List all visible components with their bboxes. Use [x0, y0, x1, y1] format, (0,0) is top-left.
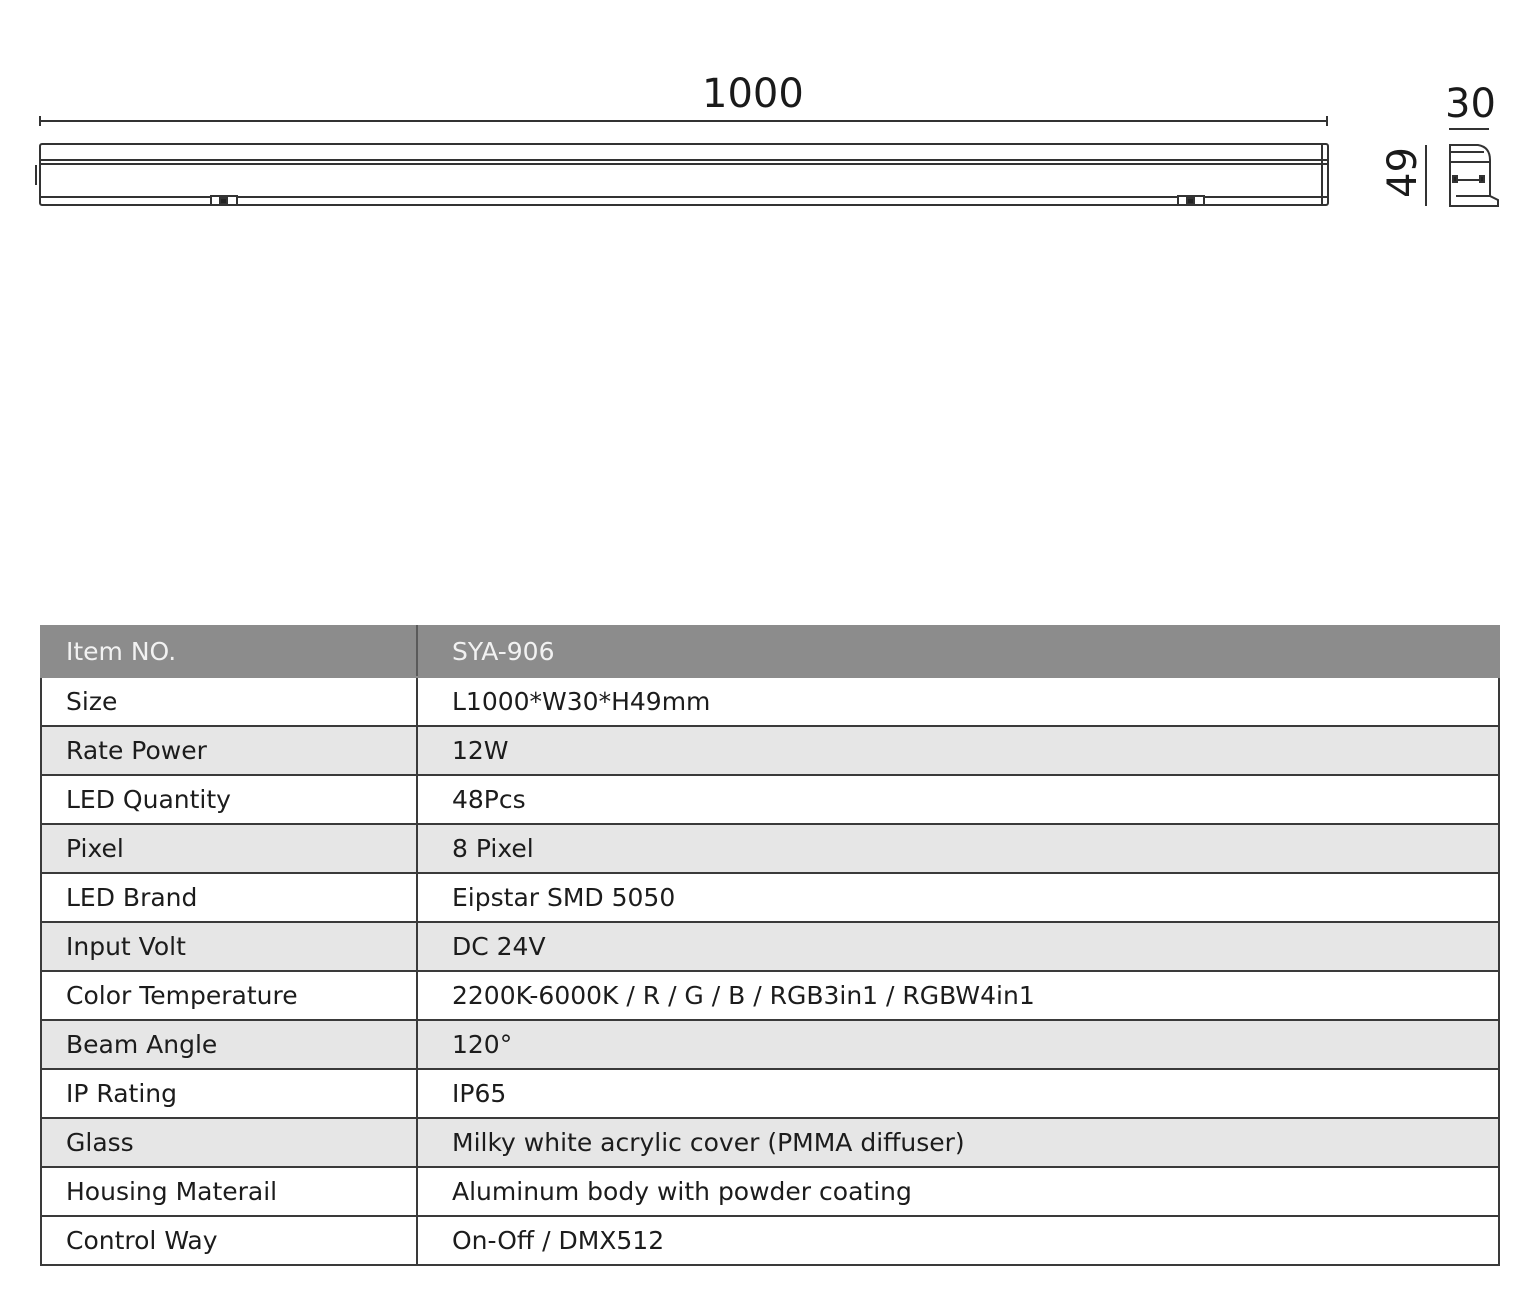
spec-value: Milky white acrylic cover (PMMA diffuser): [417, 1118, 1499, 1167]
length-dimension-label: 1000: [702, 71, 804, 117]
table-row: [41, 971, 1499, 1020]
spec-value: 2200K-6000K / R / G / B / RGB3in1 / RGBW4in1: [417, 971, 1499, 1020]
spec-key: LED Quantity: [41, 775, 417, 824]
spec-value: 48Pcs: [417, 775, 1499, 824]
table-row: [41, 873, 1499, 922]
spec-value: DC 24V: [417, 922, 1499, 971]
width-dimension-label: 30: [1445, 81, 1496, 127]
height-dimension-label: 49: [1380, 147, 1426, 198]
end-profile-view: [1450, 145, 1498, 206]
spec-value: 120°: [417, 1020, 1499, 1069]
spec-header-key: Item NO.: [41, 626, 417, 677]
spec-table-header-row: [41, 626, 1499, 677]
table-row: [41, 824, 1499, 873]
spec-key: Control Way: [41, 1216, 417, 1265]
spec-value: Aluminum body with powder coating: [417, 1167, 1499, 1216]
spec-value: 8 Pixel: [417, 824, 1499, 873]
spec-key: IP Rating: [41, 1069, 417, 1118]
side-view: [36, 144, 1328, 205]
spec-key: Pixel: [41, 824, 417, 873]
spec-key: Housing Materail: [41, 1167, 417, 1216]
spec-value: 12W: [417, 726, 1499, 775]
table-row: [41, 677, 1499, 726]
spec-header-value: SYA-906: [417, 626, 1499, 677]
spec-value: On-Off / DMX512: [417, 1216, 1499, 1265]
spec-key: Beam Angle: [41, 1020, 417, 1069]
length-dimension-line: [40, 116, 1327, 126]
spec-key: Input Volt: [41, 922, 417, 971]
table-row: [41, 775, 1499, 824]
table-row: [41, 1020, 1499, 1069]
spec-key: Color Temperature: [41, 971, 417, 1020]
spec-value: IP65: [417, 1069, 1499, 1118]
spec-value: Eipstar SMD 5050: [417, 873, 1499, 922]
spec-table: [40, 625, 1500, 1266]
spec-key: Size: [41, 677, 417, 726]
spec-key: Glass: [41, 1118, 417, 1167]
table-row: [41, 922, 1499, 971]
spec-key: Rate Power: [41, 726, 417, 775]
table-row: [41, 1069, 1499, 1118]
spec-value: L1000*W30*H49mm: [417, 677, 1499, 726]
technical-drawing: [0, 0, 1530, 230]
spec-key: LED Brand: [41, 873, 417, 922]
table-row: [41, 1118, 1499, 1167]
table-row: [41, 1216, 1499, 1265]
table-row: [41, 726, 1499, 775]
table-row: [41, 1167, 1499, 1216]
